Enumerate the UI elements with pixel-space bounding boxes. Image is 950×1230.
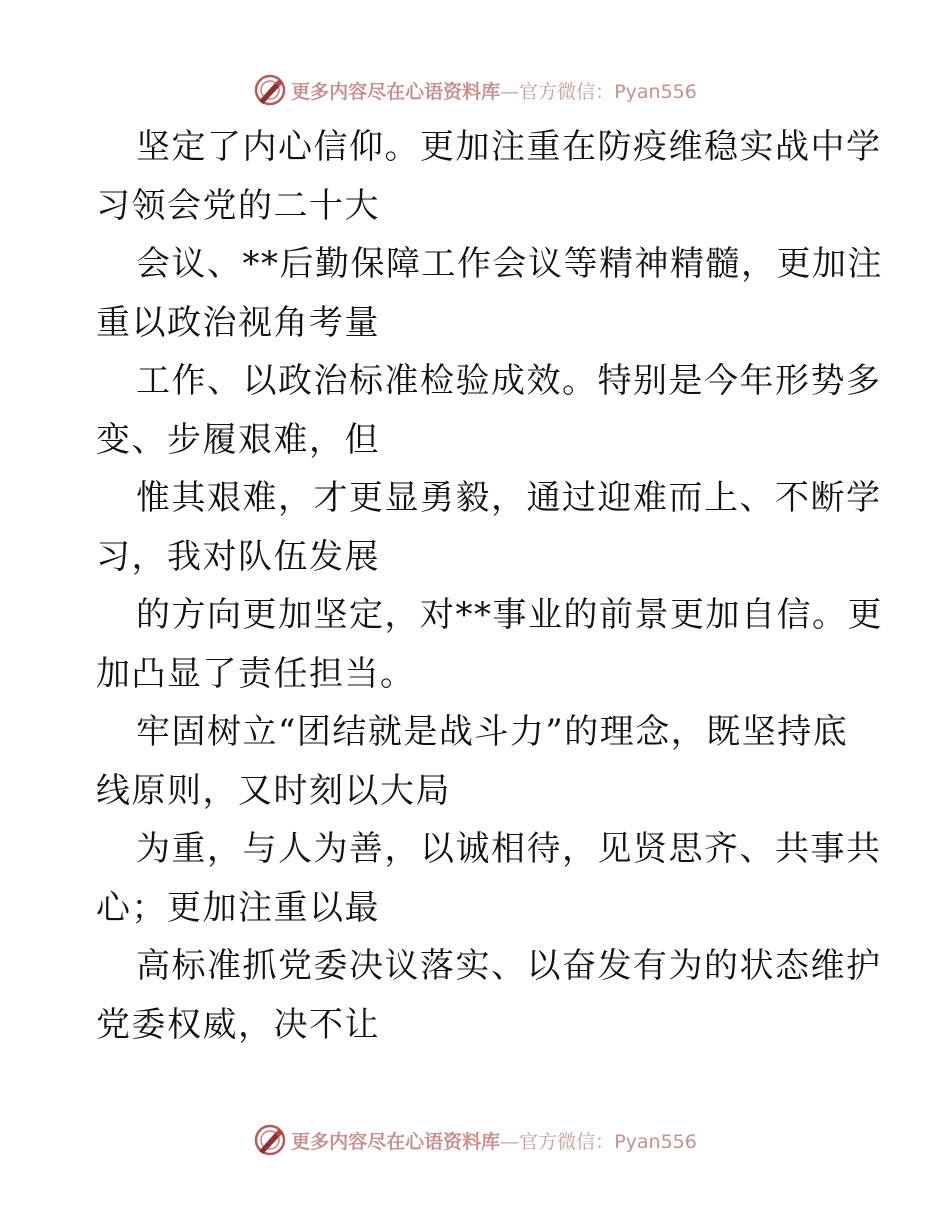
paragraph-line: 习领会党的二十大: [96, 185, 380, 226]
paragraph: [96, 352, 882, 469]
paragraph-line: 的方向更加坚定，对**事业的前景更加自信。更: [136, 595, 883, 635]
paragraph-line: 为重，与人为善，以诚相待，见贤思齐、共事共: [136, 829, 882, 869]
pen-logo-icon: [253, 73, 287, 107]
watermark-separator: —: [500, 1130, 520, 1153]
watermark-main: 更多内容尽在心语资料库: [291, 1130, 501, 1153]
watermark-main: 更多内容尽在心语资料库: [291, 80, 501, 103]
paragraph: [96, 586, 883, 703]
watermark-label: 官方微信：: [519, 1130, 615, 1153]
paragraph-line: 坚定了内心信仰。更加注重在防疫维稳实战中学: [136, 127, 882, 167]
paragraph-line: 变、步履艰难，但: [96, 419, 380, 460]
footer-watermark: [0, 1120, 950, 1160]
watermark-text: [291, 1127, 697, 1154]
watermark-id: Pyan556: [614, 1130, 697, 1153]
paragraph: [96, 820, 882, 937]
paragraph: [96, 703, 856, 820]
watermark-label: 官方微信：: [519, 80, 615, 103]
document-body: [96, 118, 883, 1054]
paragraph-line: 加凸显了责任担当。: [96, 653, 416, 694]
watermark-id: Pyan556: [614, 80, 697, 103]
paragraph: [96, 937, 882, 1054]
paragraph-line: 重以政治视角考量: [96, 302, 380, 343]
paragraph-line: 党委权威，决不让: [96, 1004, 380, 1045]
watermark-separator: —: [500, 80, 520, 103]
paragraph-line: 会议、**后勤保障工作会议等精神精髓，更加注: [136, 244, 883, 284]
paragraph: [96, 469, 882, 586]
paragraph-line: 心；更加注重以最: [96, 887, 380, 928]
header-watermark: [0, 70, 950, 110]
pen-logo-icon: [253, 1123, 287, 1157]
paragraph-line: 高标准抓党委决议落实、以奋发有为的状态维护: [136, 946, 882, 986]
paragraph-line: 牢固树立“团结就是战斗力”的理念，既坚持底: [136, 712, 849, 752]
paragraph: [96, 118, 882, 235]
paragraph-line: 工作、以政治标准检验成效。特别是今年形势多: [136, 361, 882, 401]
paragraph-line: 惟其艰难，才更显勇毅，通过迎难而上、不断学: [136, 478, 882, 518]
paragraph-line: 线原则，又时刻以大局: [96, 770, 451, 811]
paragraph: [96, 235, 883, 352]
paragraph-line: 习，我对队伍发展: [96, 536, 380, 577]
watermark-text: [291, 77, 697, 104]
